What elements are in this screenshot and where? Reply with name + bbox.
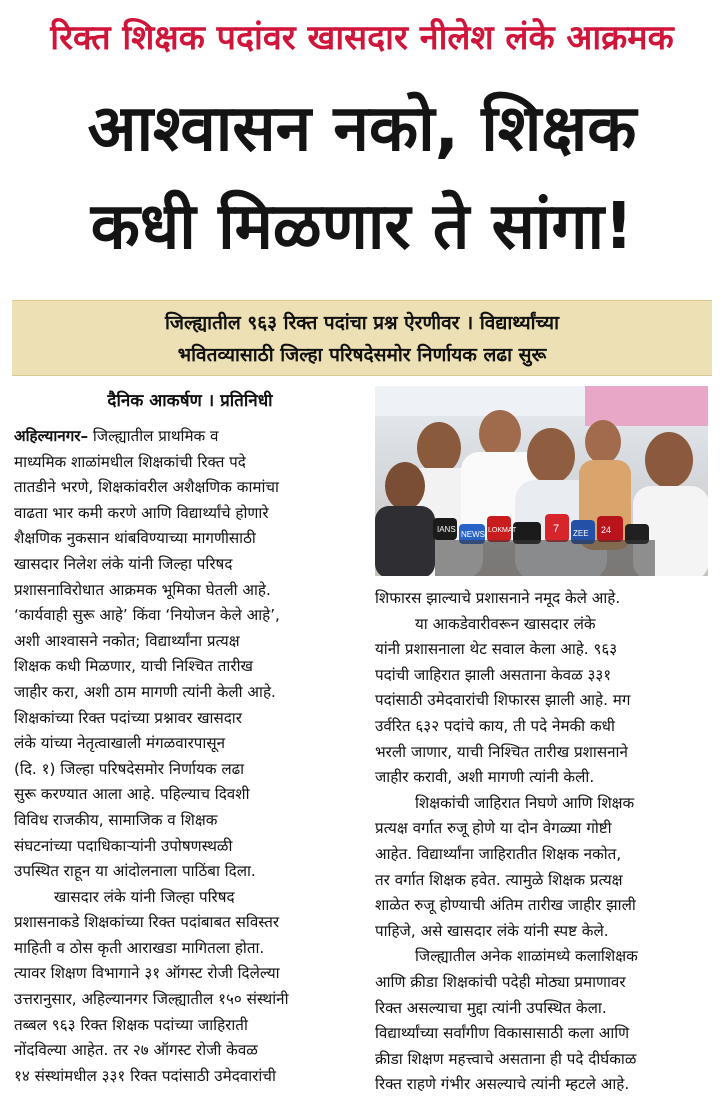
text-line: शिक्षकांची जाहिरात निघणे आणि शिक्षक — [415, 793, 635, 812]
text-line: संघटनांच्या पदाधिकाऱ्यांनी उपोषणस्थळी — [14, 836, 233, 855]
text-line: नोंदविल्या आहेत. तर २७ ऑगस्ट रोजी केवळ — [14, 1041, 258, 1060]
mic-label-2: LOKMAT — [488, 527, 517, 534]
text-line: जिल्ह्यातील अनेक शाळांमध्ये कलाशिक्षक — [415, 947, 638, 966]
text-line: खासदार निलेश लंके यांनी जिल्हा परिषद — [14, 554, 233, 573]
text-line: शिक्षक कधी मिळणार, याची निश्चित तारीख — [14, 657, 253, 676]
text-line: शाळेत रुजू होण्याची अंतिम तारीख जाहीर झाली — [375, 896, 636, 915]
text-line: अशी आश्वासने नकोत; विद्यार्थ्यांना प्रत्यक्ष — [14, 631, 240, 650]
text-line: शिफारस झाल्याचे प्रशासनाने नमूद केले आहे. — [375, 589, 621, 607]
article-left-column — [14, 424, 364, 1089]
text-line: ‘कार्यवाही सुरू आहे’ किंवा ‘नियोजन केले आहे’, — [14, 606, 280, 625]
text-line: तातडीने भरणे, शिक्षकांवरील अशैक्षणिक कामांचा — [14, 478, 279, 497]
press-conference-illustration — [375, 386, 708, 576]
text-line: आणि क्रीडा शिक्षकांची पदेही मोठ्या प्रमाणावर — [375, 972, 626, 991]
text-line: खासदार लंके यांनी जिल्हा परिषद — [54, 887, 235, 906]
deck-banner — [12, 300, 712, 376]
text-line: क्रीडा शिक्षण महत्त्वाचे असताना ही पदे दीर्घकाळ — [375, 1049, 637, 1068]
text-line: जाहीर करावी, अशी मागणी त्यांनी केली. — [375, 768, 595, 787]
deck-line-2: भवितव्यासाठी जिल्हा परिषदेसमोर निर्णायक लढा सुरू — [177, 344, 547, 366]
mic-label-5: 24 — [601, 525, 612, 535]
kicker-headline: रिक्त शिक्षक पदांवर खासदार नीलेश लंके आक्रमक — [50, 18, 674, 58]
mic-label-4: ZEE — [573, 529, 589, 538]
text-line: माध्यमिक शाळांमधील शिक्षकांची रिक्त पदे — [14, 452, 246, 471]
byline: दैनिक आकर्षण । प्रतिनिधी — [107, 391, 273, 411]
text-line: उत्तरानुसार, अहिल्यानगर जिल्ह्यातील १५० संस्थांनी — [14, 990, 289, 1009]
text-line: सुरू करण्यात आला आहे. पहिल्याच दिवशी — [14, 785, 250, 804]
text-line: विद्यार्थ्यांच्या सर्वांगीण विकासासाठी कला आणि — [375, 1024, 630, 1043]
text-line: लंके यांच्या नेतृत्वाखाली मंगळवारपासून — [14, 734, 226, 753]
text-line: उर्वरित ६३२ पदांचे काय, ती पदे नेमकी कधी — [375, 716, 615, 735]
text-line: प्रशासनाकडे शिक्षकांच्या रिक्त पदांबाबत सविस्तर — [14, 913, 280, 932]
text-line: प्रत्यक्ष वर्गात रुजू होणे या दोन वेगळ्या गोष्टी — [375, 819, 612, 838]
headline-line-1: आश्वासन नको, शिक्षक — [87, 92, 637, 166]
news-photo — [375, 386, 708, 576]
text-line: विविध राजकीय, सामाजिक व शिक्षक — [14, 810, 218, 829]
text-line: पदांसाठी उमेदवारांची शिफारस झाली आहे. मग — [375, 691, 631, 710]
headline-line-2: कधी मिळणार ते सांगा! — [90, 190, 634, 264]
mic-label-0: IANS — [437, 525, 456, 534]
text-line: प्रशासनाविरोधात आक्रमक भूमिका घेतली आहे. — [14, 580, 271, 599]
text-line: यांनी प्रशासनाला थेट सवाल केला आहे. ९६३ — [375, 640, 618, 659]
deck-line-1: जिल्ह्यातील ९६३ रिक्त पदांचा प्रश्न ऐरणीवर । विद्यार्थ्यांच्या — [165, 312, 559, 334]
text-line: शिक्षकांच्या रिक्त पदांच्या प्रश्नावर खासदार — [14, 708, 242, 727]
dateline-line — [14, 424, 364, 450]
text-line: जाहीर करा, अशी ठाम मागणी त्यांनी केली आहे. — [14, 682, 276, 701]
text-line: भरली जाणार, याची निश्चित तारीख प्रशासनाने — [375, 742, 628, 761]
text-line: (दि. १) जिल्हा परिषदेसमोर निर्णायक लढा — [14, 759, 245, 778]
article-right-column — [375, 586, 708, 1098]
text-line: १४ संस्थांमधील ३३१ रिक्त पदांसाठी उमेदवारांची — [14, 1066, 276, 1085]
mic-label-3: 7 — [553, 523, 560, 535]
text-line: उपस्थित राहून या आंदोलनाला पाठिंबा दिला. — [14, 862, 256, 881]
text-line: रिक्त असल्याचा मुद्दा त्यांनी उपस्थित केला. — [375, 998, 607, 1017]
text-line: पाहिजे, असे खासदार लंके यांनी स्पष्ट केले. — [375, 921, 609, 940]
text-line: या आकडेवारीवरून खासदार लंके — [415, 614, 596, 633]
text-line: माहिती व ठोस कृती आराखडा मागितला होता. — [14, 938, 265, 957]
main-headline — [10, 80, 714, 276]
text-line: तब्बल ९६३ रिक्त शिक्षक पदांच्या जाहिराती — [14, 1015, 248, 1034]
text-line: आहेत. विद्यार्थ्यांना जाहिरातीत शिक्षक नकोत, — [375, 844, 622, 863]
text-line: पदांची जाहिरात झाली असताना केवळ ३३१ — [375, 665, 612, 684]
mic-label-1: NEWS — [461, 530, 485, 539]
text-line: जिल्ह्यातील प्राथमिक व — [88, 427, 219, 445]
text-line: रिक्त राहणे गंभीर असल्याचे त्यांनी म्हटले आहे. — [375, 1075, 630, 1094]
text-line: शैक्षणिक नुकसान थांबविण्याच्या मागणीसाठी — [14, 529, 256, 548]
text-line: तर वर्गात शिक्षक हवेत. त्यामुळे शिक्षक प्रत्यक्ष — [375, 870, 623, 889]
text-line: वाढता भार कमी करणे आणि विद्यार्थ्यांचे होणारे — [14, 503, 269, 522]
text-line: त्यावर शिक्षण विभागाने ३१ ऑगस्ट रोजी दिलेल्या — [14, 964, 280, 983]
dateline: अहिल्यानगर– — [14, 427, 89, 445]
